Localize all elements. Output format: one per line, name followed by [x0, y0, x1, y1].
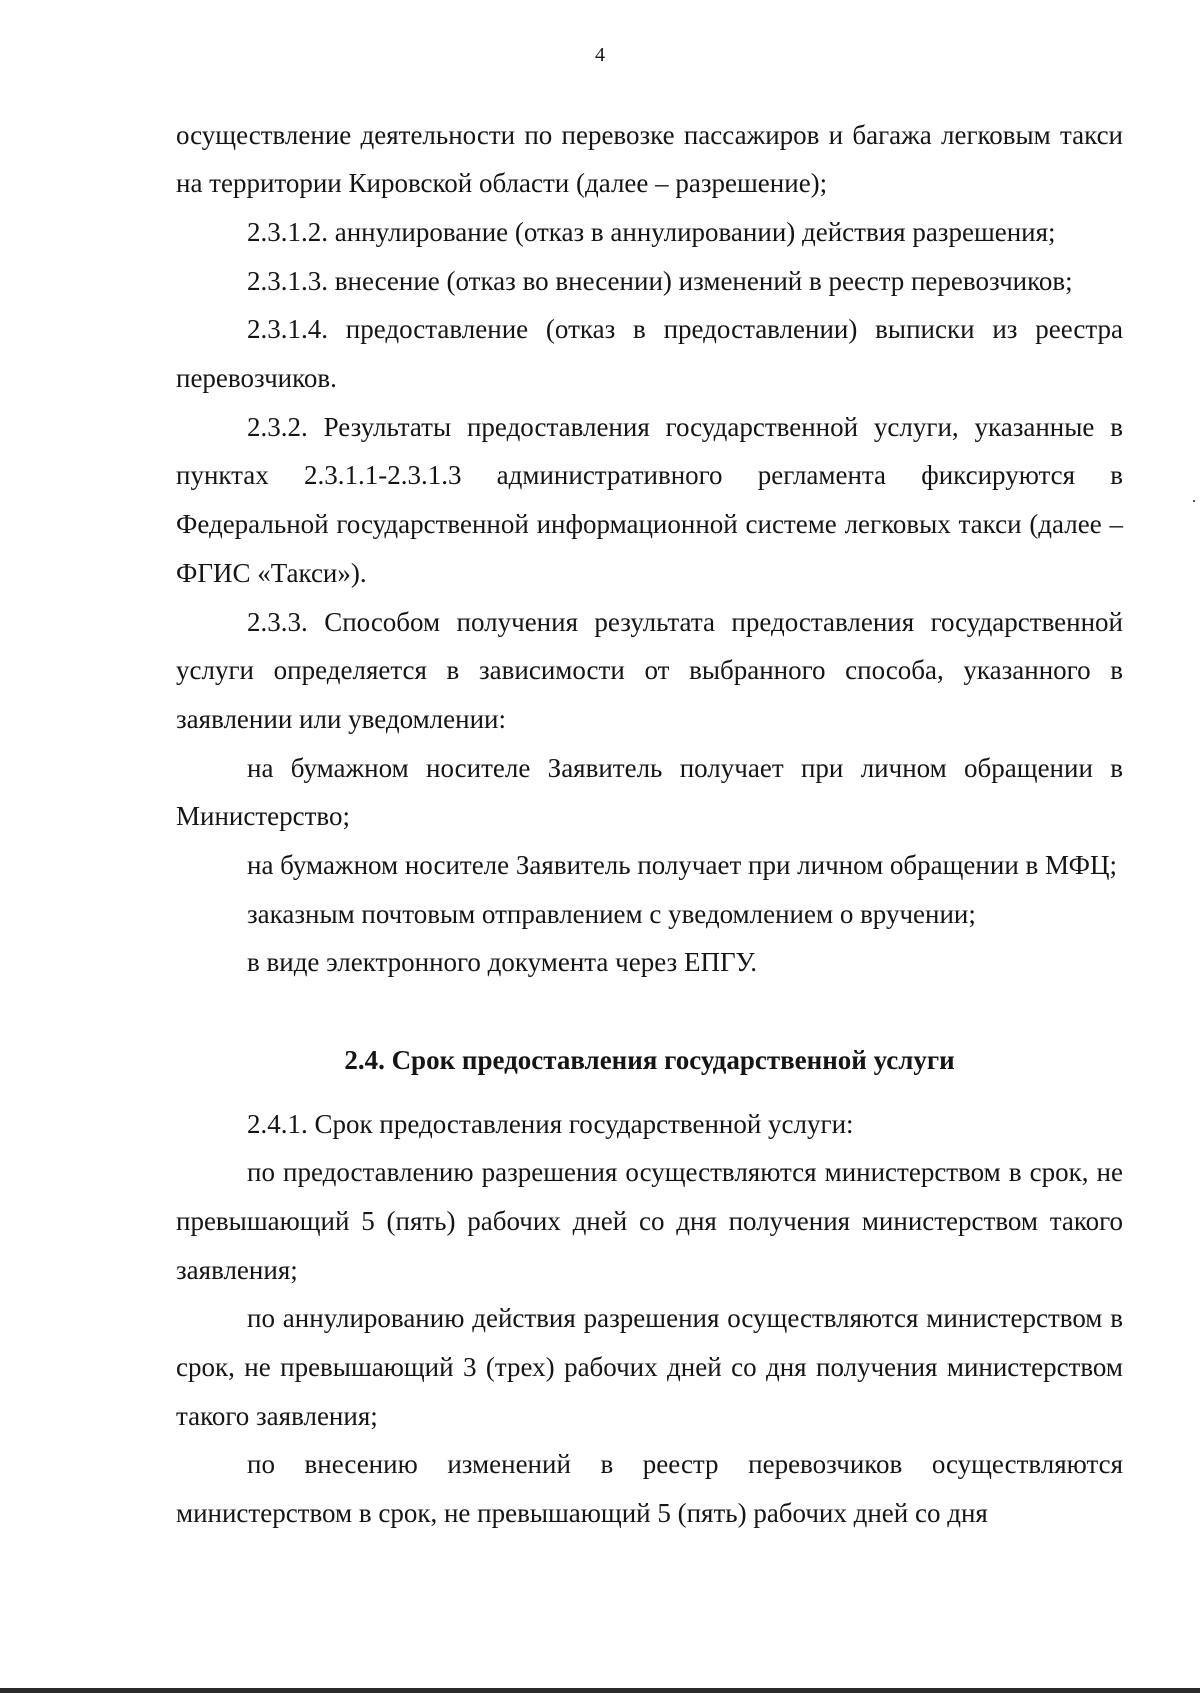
paragraph-item-2-3-3: 2.3.3. Способом получения результата предоставления государственной услуги определяется в зависимости от выбранного способа, указанного в заявлении или уведомлении: — [176, 606, 1123, 734]
paragraph-item-2-4-1: 2.4.1. Срок предоставления государственной услуги: — [247, 1108, 854, 1139]
blank-line — [176, 987, 1123, 1036]
paragraph-item-2-3-1-4: 2.3.1.4. предоставление (отказ в предоставлении) выписки из реестра перевозчиков. — [176, 314, 1123, 394]
paragraph-term-registry-changes: по внесению изменений в реестр перевозчиков осуществляются министерством в срок, не превышающий 5 (пять) рабочих дней со дня — [176, 1449, 1123, 1529]
page-number: 4 — [595, 44, 605, 66]
paragraph-term-annulment: по аннулированию действия разрешения осуществляются министерством в срок, не превышающий 3 (трех) рабочих дней со дня получения министерством такого заявления; — [176, 1303, 1123, 1431]
paragraph-term-permit: по предоставлению разрешения осуществляются министерством в срок, не превышающий 5 (пять) рабочих дней со дня получения министерством такого заявления; — [176, 1157, 1123, 1285]
scan-bottom-edge — [0, 1688, 1200, 1693]
paragraph-option-paper-ministry: на бумажном носителе Заявитель получает при личном обращении в Министерство; — [176, 752, 1123, 832]
heading-gap — [176, 1085, 1123, 1100]
document-body — [176, 111, 1123, 1538]
paragraph-option-registered-mail: заказным почтовым отправлением с уведомлением о вручении; — [247, 898, 976, 929]
paragraph-item-2-3-1-2: 2.3.1.2. аннулирование (отказ в аннулировании) действия разрешения; — [247, 216, 1056, 247]
scan-speck — [1193, 500, 1195, 502]
paragraph-continuation: осуществление деятельности по перевозке пассажиров и багажа легковым такси на территории Кировской области (далее – разрешение); — [176, 119, 1123, 199]
section-heading: 2.4. Срок предоставления государственной услуги — [344, 1044, 955, 1075]
paragraph-item-2-3-2: 2.3.2. Результаты предоставления государственной услуги, указанные в пунктах 2.3.1.1-2.3.1.3 административного регламента фиксируются в Федеральной государственной информационной системе легковых такси (далее – ФГИС «Такси»). — [176, 411, 1123, 588]
paragraph-item-2-3-1-3: 2.3.1.3. внесение (отказ во внесении) изменений в реестр перевозчиков; — [247, 265, 1073, 296]
paragraph-option-paper-mfc: на бумажном носителе Заявитель получает при личном обращении в МФЦ; — [247, 850, 1117, 881]
paragraph-option-electronic: в виде электронного документа через ЕПГУ. — [247, 947, 758, 978]
